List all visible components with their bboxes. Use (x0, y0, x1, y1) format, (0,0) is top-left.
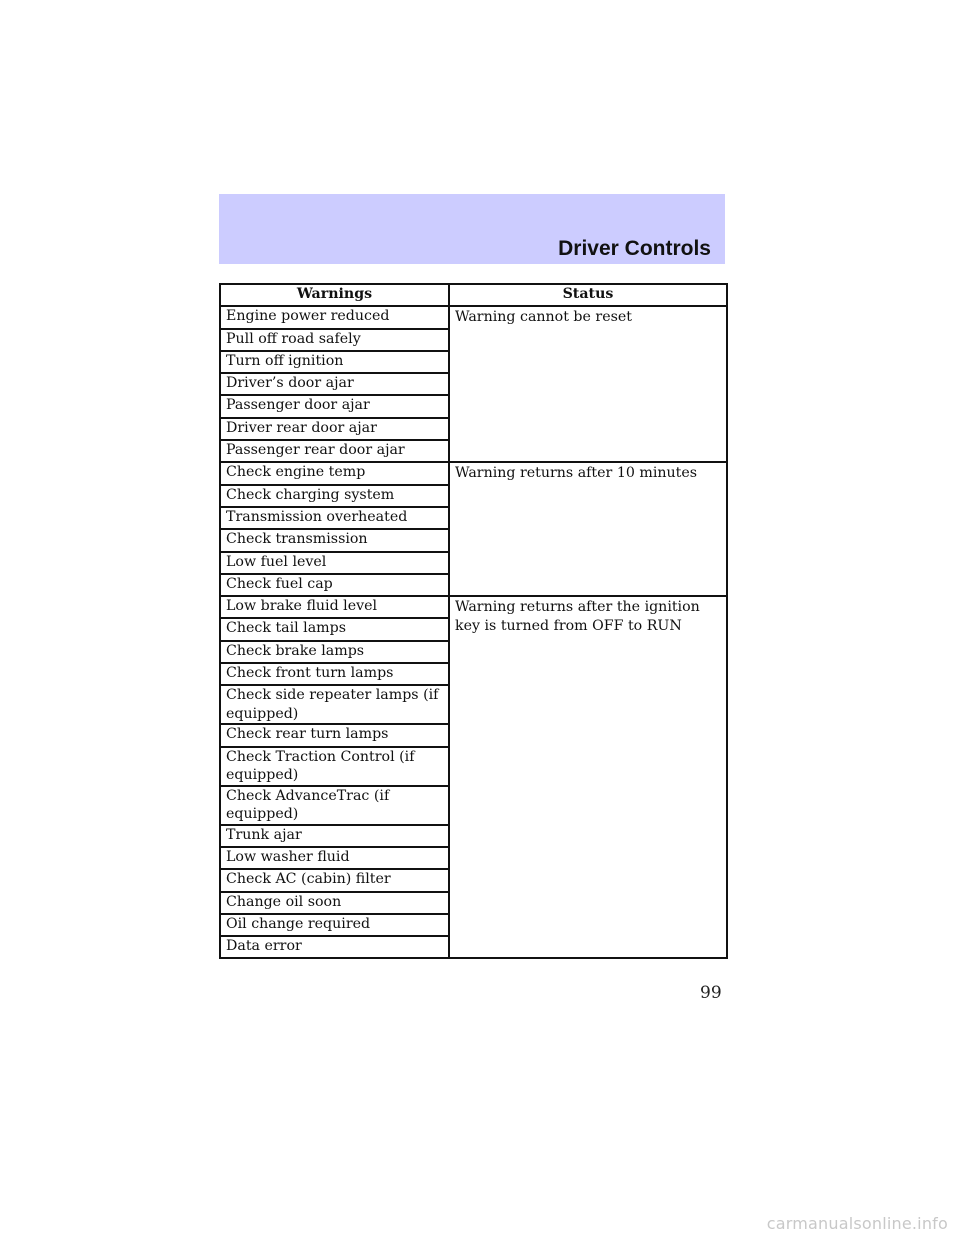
warning-cell: Check tail lamps (220, 618, 449, 640)
warning-cell: Oil change required (220, 914, 449, 936)
warning-cell: Data error (220, 936, 449, 958)
warning-cell: Check transmission (220, 529, 449, 551)
warning-cell: Check AC (cabin) filter (220, 869, 449, 891)
warning-cell: Change oil soon (220, 892, 449, 914)
warning-cell: Low brake fluid level (220, 596, 449, 618)
column-header-status: Status (449, 284, 727, 306)
table-row (220, 596, 727, 618)
warning-cell: Check front turn lamps (220, 663, 449, 685)
status-cell: Warning returns after the ignition key is turned from OFF to RUN (449, 596, 727, 958)
warning-cell: Check AdvanceTrac (if equipped) (220, 786, 449, 825)
section-title: Driver Controls (558, 237, 711, 260)
table-row (220, 462, 727, 484)
status-cell: Warning returns after 10 minutes (449, 462, 727, 596)
warning-cell: Check brake lamps (220, 641, 449, 663)
warning-cell: Driver’s door ajar (220, 373, 449, 395)
warning-cell: Trunk ajar (220, 825, 449, 847)
warning-cell: Passenger rear door ajar (220, 440, 449, 462)
warnings-status-table (219, 283, 728, 959)
column-header-warnings: Warnings (220, 284, 449, 306)
warning-cell: Passenger door ajar (220, 395, 449, 417)
warning-cell: Transmission overheated (220, 507, 449, 529)
table-row (220, 306, 727, 328)
warning-cell: Low fuel level (220, 552, 449, 574)
watermark-text: carmanualsonline.info (766, 1214, 948, 1233)
warning-cell: Check side repeater lamps (if equipped) (220, 685, 449, 724)
warning-cell: Check fuel cap (220, 574, 449, 596)
warning-cell: Check engine temp (220, 462, 449, 484)
warning-cell: Engine power reduced (220, 306, 449, 328)
warning-cell: Check rear turn lamps (220, 724, 449, 746)
table-header-row (220, 284, 727, 306)
warning-cell: Check charging system (220, 485, 449, 507)
page-number: 99 (700, 983, 722, 1003)
warning-cell: Pull off road safely (220, 329, 449, 351)
status-cell: Warning cannot be reset (449, 306, 727, 462)
warning-cell: Low washer fluid (220, 847, 449, 869)
warning-cell: Turn off ignition (220, 351, 449, 373)
warning-cell: Check Traction Control (if equipped) (220, 747, 449, 786)
section-header-band (219, 194, 725, 264)
warning-cell: Driver rear door ajar (220, 418, 449, 440)
